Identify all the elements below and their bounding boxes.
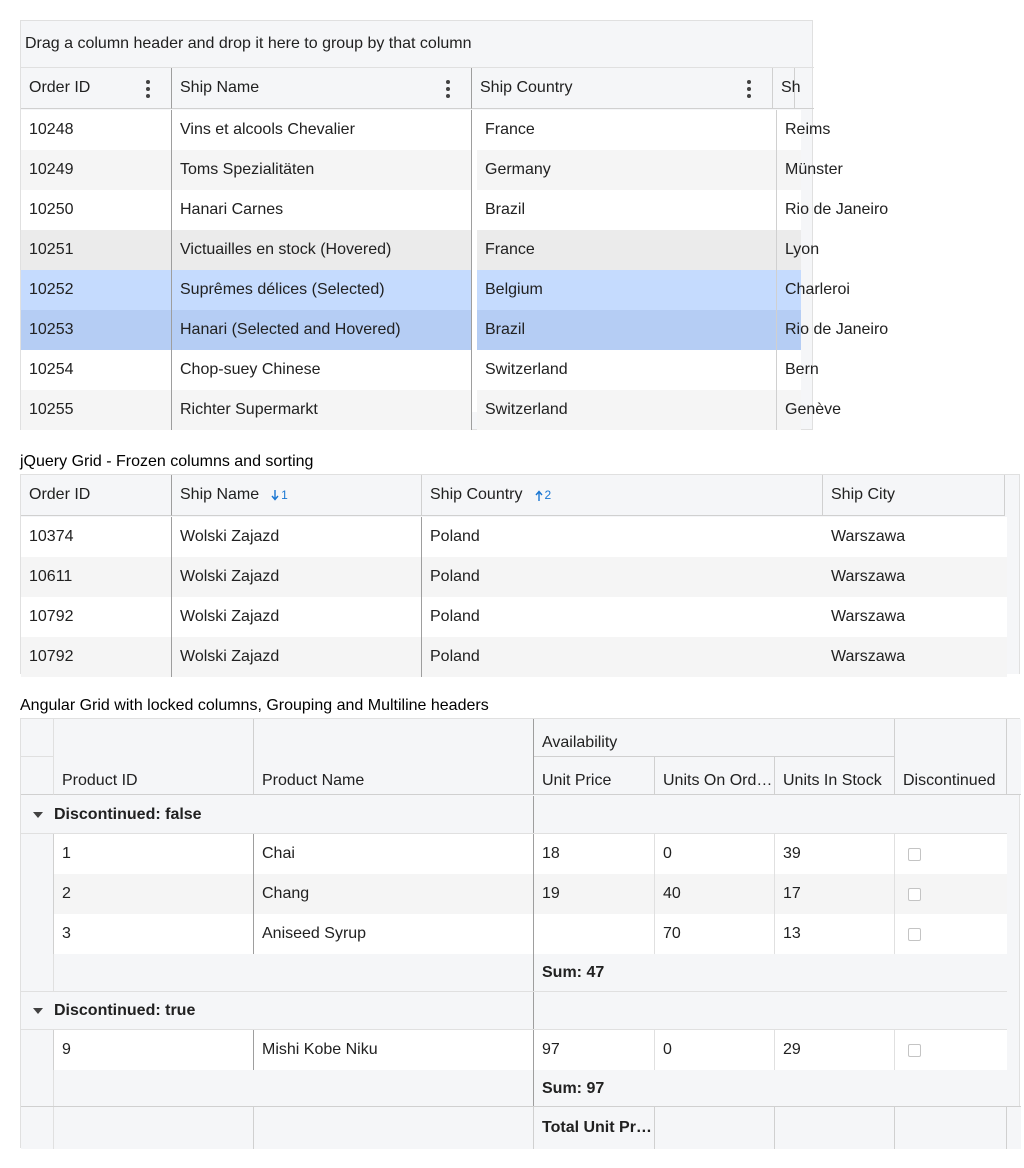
table-row[interactable]: [21, 597, 1007, 637]
sort-order-index: 1: [281, 488, 288, 502]
cell-units-on-order: 0: [655, 1030, 775, 1070]
table-row[interactable]: [21, 230, 820, 270]
cell-product-name: Chang: [254, 874, 534, 914]
cell-ship-name: Suprêmes délices (Selected): [172, 270, 472, 310]
cell-unit-price: [534, 914, 655, 954]
cell-ship-city: Warszawa: [823, 597, 1007, 637]
sort-descending-icon: [271, 488, 288, 502]
group-row[interactable]: [21, 796, 1007, 834]
header-product-name-label: Product Name: [262, 772, 365, 789]
cell-order-id: 10253: [21, 310, 172, 350]
header-ship-country[interactable]: [422, 475, 823, 516]
table-row[interactable]: [21, 110, 831, 150]
table-row[interactable]: [21, 190, 889, 230]
cell-units-in-stock: 29: [775, 1030, 895, 1070]
cell-units-in-stock: 39: [775, 834, 895, 874]
cell-ship-name: Wolski Zajazd: [172, 637, 422, 677]
table-row[interactable]: [21, 390, 842, 430]
products-grid-body[interactable]: [21, 796, 1007, 1095]
header-ship-city-label: Ship City: [831, 486, 896, 503]
total-footer: [21, 1106, 1021, 1149]
table-row[interactable]: [21, 637, 1007, 677]
group-summary-row: [21, 954, 1007, 992]
sort-order-index: 2: [544, 488, 552, 502]
header-discontinued-label: Discontinued: [903, 772, 996, 789]
total-unit-price-summary: Total Unit Pr…: [534, 1107, 655, 1149]
cell-ship-city: Lyon: [777, 230, 801, 270]
cell-unit-price: 19: [534, 874, 655, 914]
cell-order-id: 10252: [21, 270, 172, 310]
header-order-id[interactable]: [21, 68, 172, 109]
header-ship-name[interactable]: [172, 475, 422, 516]
orders-grid-body[interactable]: [21, 110, 889, 418]
cell-product-name: Chai: [254, 834, 534, 874]
header-ship-city-label: Sh: [781, 79, 801, 96]
cell-ship-name: Wolski Zajazd: [172, 517, 422, 557]
cell-ship-country: Germany: [477, 150, 777, 190]
header-filler: [795, 68, 814, 109]
frozen-sort-grid-body[interactable]: [21, 517, 1007, 664]
header-ship-city[interactable]: [773, 68, 801, 109]
cell-ship-country: Switzerland: [477, 350, 777, 390]
cell-ship-country: Poland: [422, 597, 823, 637]
cell-order-id: 10248: [21, 110, 172, 150]
column-menu-icon[interactable]: [746, 80, 752, 98]
group-indent: [21, 914, 54, 954]
cell-order-id: 10251: [21, 230, 172, 270]
cell-ship-country: Poland: [422, 637, 823, 677]
discontinued-checkbox[interactable]: [908, 848, 921, 861]
cell-ship-city: Rio de Janeiro: [777, 190, 801, 230]
header-discontinued[interactable]: [895, 719, 1007, 795]
cell-units-in-stock: 13: [775, 914, 895, 954]
cell-product-name: Mishi Kobe Niku: [254, 1030, 534, 1070]
header-units-on-order-label: Units On Ord…: [663, 772, 773, 789]
group-indent: [21, 1070, 54, 1107]
cell-ship-city: Warszawa: [823, 517, 1007, 557]
group-summary-locked: [54, 954, 534, 991]
header-unit-price[interactable]: [534, 757, 655, 795]
cell-discontinued: [895, 874, 1007, 914]
cell-ship-country: France: [477, 110, 777, 150]
group-indent: [21, 954, 54, 991]
cell-ship-city: Genève: [777, 390, 801, 430]
table-row[interactable]: [21, 270, 850, 310]
cell-order-id: 10249: [21, 150, 172, 190]
header-units-on-order[interactable]: [655, 757, 775, 795]
header-group-indent-line: [21, 756, 54, 757]
cell-ship-city: Warszawa: [823, 637, 1007, 677]
cell-product-id: 3: [54, 914, 254, 954]
cell-ship-name: Hanari (Selected and Hovered): [172, 310, 472, 350]
group-indent: [21, 874, 54, 914]
cell-discontinued: [895, 914, 1007, 954]
cell-order-id: 10255: [21, 390, 172, 430]
cell-unit-price: 18: [534, 834, 655, 874]
cell-order-id: 10792: [21, 637, 172, 677]
header-unit-price-label: Unit Price: [542, 772, 612, 789]
cell-ship-country: Brazil: [477, 310, 777, 350]
products-grid: [20, 718, 1020, 1148]
cell-ship-country: Brazil: [477, 190, 777, 230]
header-ship-country-label: Ship Country: [480, 79, 573, 96]
caret-down-icon[interactable]: [33, 1008, 43, 1014]
cell-ship-country: Poland: [422, 557, 823, 597]
group-row-label: Discontinued: true: [54, 1001, 196, 1019]
header-units-in-stock-label: Units In Stock: [783, 772, 882, 789]
cell-ship-name: Toms Spezialitäten: [172, 150, 472, 190]
cell-ship-city: Rio de Janeiro: [777, 310, 801, 350]
discontinued-checkbox[interactable]: [908, 888, 921, 901]
cell-ship-city: Reims: [777, 110, 801, 150]
header-band-availability-label: Availability: [542, 734, 618, 751]
cell-order-id: 10611: [21, 557, 172, 597]
discontinued-checkbox[interactable]: [908, 928, 921, 941]
cell-ship-name: Victuailles en stock (Hovered): [172, 230, 472, 270]
cell-ship-name: Hanari Carnes: [172, 190, 472, 230]
header-band-availability[interactable]: [534, 719, 895, 757]
table-row[interactable]: [21, 874, 1007, 914]
cell-ship-city: Münster: [777, 150, 801, 190]
frozen-sort-grid: [20, 474, 1020, 674]
table-row[interactable]: [21, 517, 1007, 557]
group-row-header[interactable]: [21, 796, 534, 833]
header-ship-name-label: Ship Name: [180, 486, 260, 503]
column-menu-icon[interactable]: [145, 80, 151, 98]
header-ship-country[interactable]: [472, 68, 773, 109]
table-row[interactable]: [21, 310, 889, 350]
header-order-id[interactable]: [21, 475, 172, 516]
cell-ship-name: Wolski Zajazd: [172, 557, 422, 597]
cell-ship-city: Warszawa: [823, 557, 1007, 597]
cell-units-on-order: 70: [655, 914, 775, 954]
cell-discontinued: [895, 1030, 1007, 1070]
cell-ship-name: Chop-suey Chinese: [172, 350, 472, 390]
header-units-in-stock[interactable]: [775, 757, 895, 795]
cell-ship-country: Switzerland: [477, 390, 777, 430]
cell-product-id: 9: [54, 1030, 254, 1070]
cell-order-id: 10792: [21, 597, 172, 637]
header-product-id-label: Product ID: [62, 772, 138, 789]
header-order-id-label: Order ID: [29, 486, 91, 503]
header-product-id[interactable]: [54, 719, 254, 795]
table-row[interactable]: [21, 914, 1007, 954]
table-row[interactable]: [21, 834, 1007, 874]
cell-units-on-order: 40: [655, 874, 775, 914]
table-row[interactable]: [21, 557, 1007, 597]
cell-ship-country: Poland: [422, 517, 823, 557]
header-product-name[interactable]: [254, 719, 534, 795]
table-row[interactable]: [21, 150, 843, 190]
cell-product-id: 1: [54, 834, 254, 874]
discontinued-checkbox[interactable]: [908, 1044, 921, 1057]
cell-product-id: 2: [54, 874, 254, 914]
cell-ship-country: France: [477, 230, 777, 270]
group-panel[interactable]: Drag a column header and drop it here to group by that column: [21, 21, 814, 68]
group-summary-sum: Sum: 47: [542, 963, 605, 981]
header-ship-city[interactable]: [823, 475, 1005, 516]
cell-ship-name: Richter Supermarkt: [172, 390, 472, 430]
column-menu-icon[interactable]: [445, 80, 451, 98]
caret-down-icon[interactable]: [33, 812, 43, 818]
group-indent: [21, 1030, 54, 1070]
table-row[interactable]: [21, 350, 819, 390]
cell-order-id: 10374: [21, 517, 172, 557]
group-summary-row: [21, 1070, 1007, 1108]
header-filler: [1007, 719, 1021, 795]
cell-ship-name: Wolski Zajazd: [172, 597, 422, 637]
header-group-indent: [21, 719, 54, 795]
cell-ship-country: Belgium: [477, 270, 777, 310]
group-summary-sum: Sum: 97: [542, 1079, 605, 1097]
cell-order-id: 10254: [21, 350, 172, 390]
grid3-caption: Angular Grid with locked columns, Grouping and Multiline headers: [20, 697, 489, 714]
cell-units-in-stock: 17: [775, 874, 895, 914]
cell-discontinued: [895, 834, 1007, 874]
sort-ascending-icon: [535, 488, 552, 502]
cell-ship-city: Charleroi: [777, 270, 801, 310]
cell-ship-name: Vins et alcools Chevalier: [172, 110, 472, 150]
group-indent: [21, 834, 54, 874]
table-row[interactable]: [21, 1030, 1007, 1070]
cell-order-id: 10250: [21, 190, 172, 230]
group-summary-locked: [54, 1070, 534, 1107]
group-row[interactable]: [21, 992, 1007, 1030]
header-ship-country-label: Ship Country: [430, 486, 523, 503]
group-row-label: Discontinued: false: [54, 805, 202, 823]
cell-ship-city: Bern: [777, 350, 801, 390]
grid2-caption: jQuery Grid - Frozen columns and sorting: [20, 453, 314, 470]
header-ship-name-label: Ship Name: [180, 79, 260, 96]
group-row-header[interactable]: [21, 992, 534, 1029]
orders-grid: [20, 20, 889, 430]
header-ship-name[interactable]: [172, 68, 472, 109]
cell-product-name: Aniseed Syrup: [254, 914, 534, 954]
cell-units-on-order: 0: [655, 834, 775, 874]
cell-unit-price: 97: [534, 1030, 655, 1070]
header-order-id-label: Order ID: [29, 79, 91, 96]
